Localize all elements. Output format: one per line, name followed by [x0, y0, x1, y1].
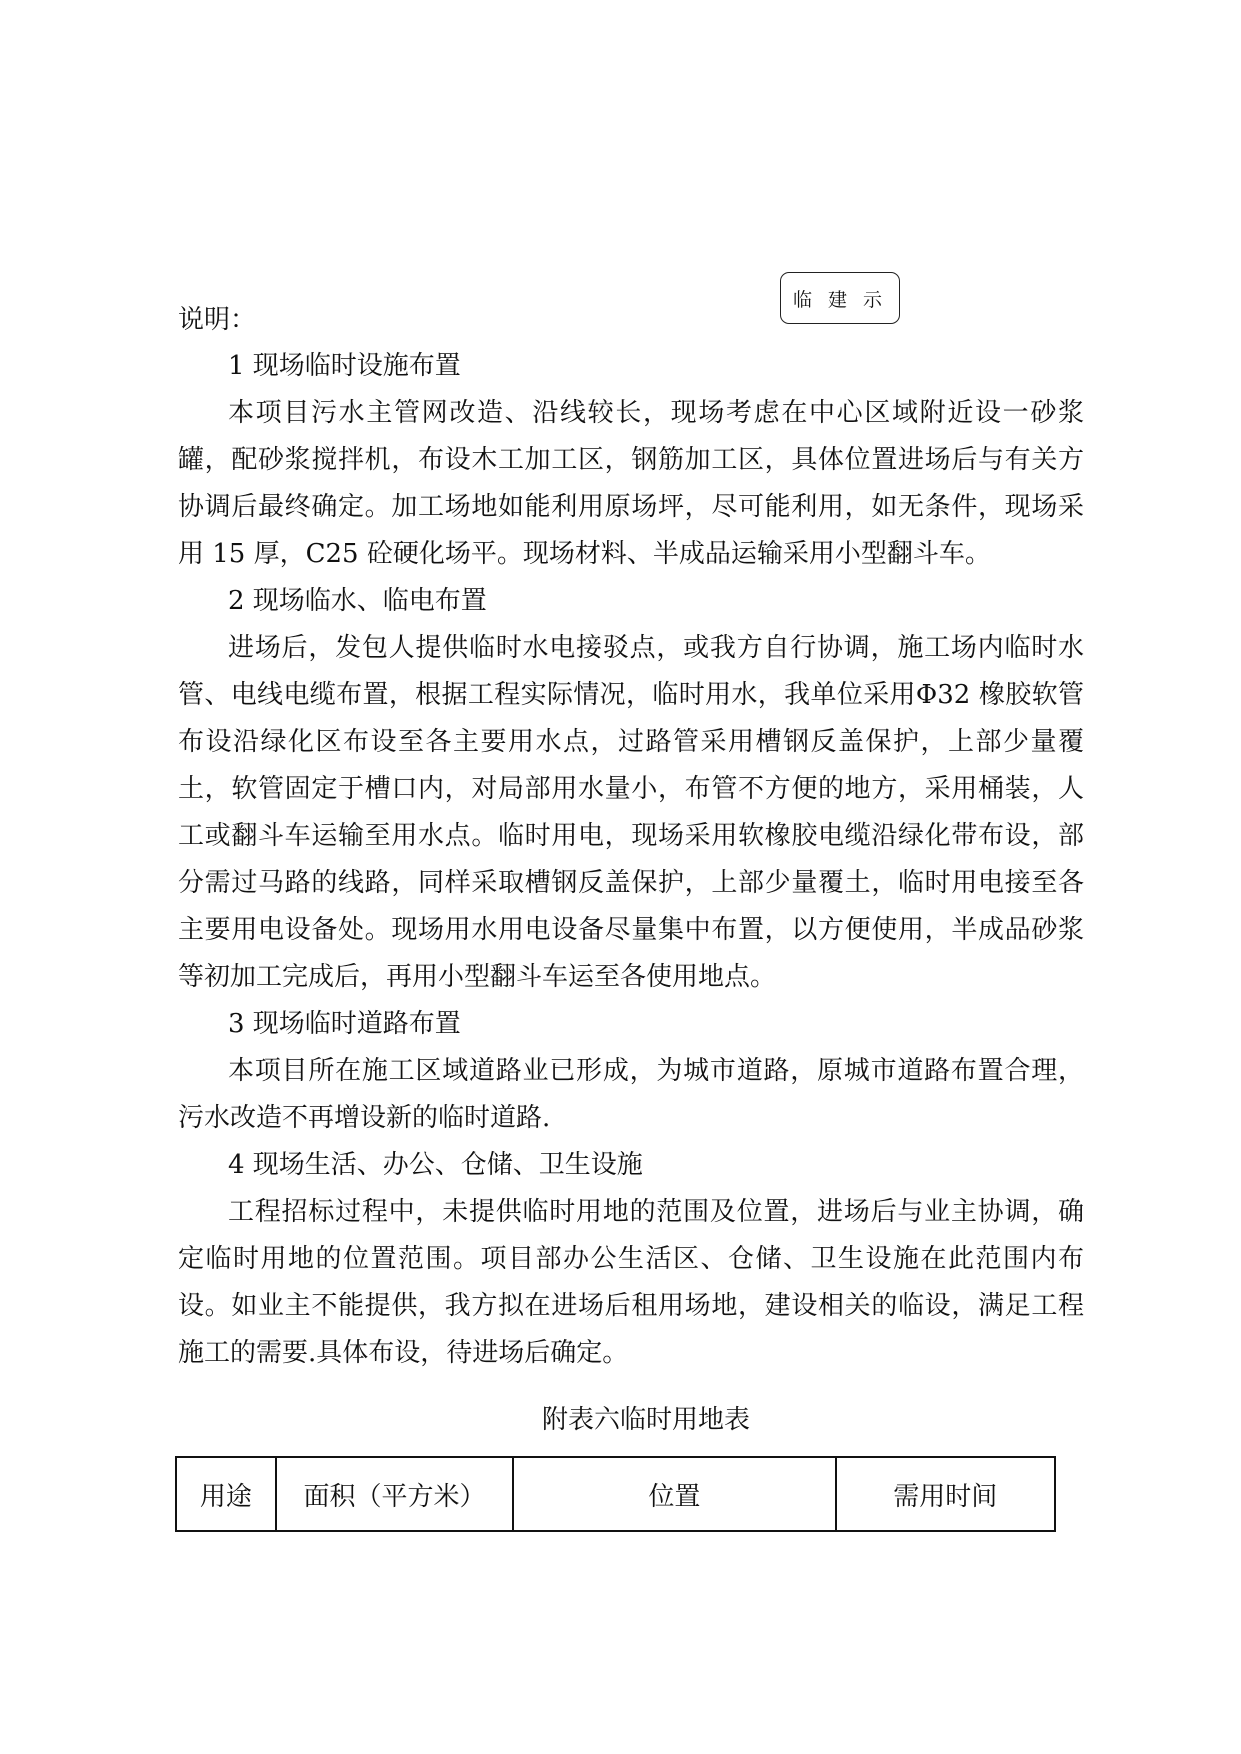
section-heading: 1 现场临时设施布置	[228, 351, 461, 381]
column-header-purpose: 用途	[176, 1457, 276, 1531]
temporary-land-table	[175, 1456, 1056, 1532]
table-title: 附表六临时用地表	[541, 1405, 750, 1435]
column-header-duration: 需用时间	[836, 1457, 1056, 1531]
stamp-box: 临 建 示	[780, 272, 900, 324]
section-heading: 3 现场临时道路布置	[228, 1009, 461, 1039]
intro-label: 说明：	[178, 305, 257, 335]
section-paragraph: 工程招标过程中，未提供临时用地的范围及位置，进场后与业主协调，确定临时用地的位置范围。项目部办公生活区、仓储、卫生设施在此范围内布设。如业主不能提供，我方拟在进场后租用场地，建设相关的临设，满足工程施工的需要.具体布设，待进场后确定。	[178, 1197, 1084, 1368]
section-paragraph: 进场后，发包人提供临时水电接驳点，或我方自行协调，施工场内临时水管、电线电缆布置，根据工程实际情况，临时用水，我单位采用Φ32 橡胶软管布设沿绿化区布设至各主要用水点，过路管采用槽钢反盖保护，上部少量覆土，软管固定于槽口内，对局部用水量小，布管不方便的地方，采用桶装，人工或翻斗车运输至用水点。临时用电，现场采用软橡胶电缆沿绿化带布设，部分需过马路的线路，同样采取槽钢反盖保护，上部少量覆土，临时用电接至各主要用电设备处。现场用水用电设备尽量集中布置，以方便使用，半成品砂浆等初加工完成后，再用小型翻斗车运至各使用地点。	[178, 633, 1084, 992]
column-header-location: 位置	[513, 1457, 835, 1531]
table-header-row	[176, 1457, 1055, 1531]
section-paragraph: 本项目所在施工区域道路业已形成，为城市道路，原城市道路布置合理，污水改造不再增设新的临时道路.	[178, 1056, 1084, 1133]
section-heading: 4 现场生活、办公、仓储、卫生设施	[228, 1150, 643, 1180]
section-heading: 2 现场临水、临电布置	[228, 586, 487, 616]
column-header-area: 面积（平方米）	[276, 1457, 514, 1531]
document-body	[178, 343, 1084, 1453]
section-paragraph: 本项目污水主管网改造、沿线较长，现场考虑在中心区域附近设一砂浆罐，配砂浆搅拌机，布设木工加工区，钢筋加工区，具体位置进场后与有关方协调后最终确定。加工场地如能利用原场坪，尽可能利用，如无条件，现场采用 15 厚，C25 砼硬化场平。现场材料、半成品运输采用小型翻斗车。	[178, 398, 1084, 569]
